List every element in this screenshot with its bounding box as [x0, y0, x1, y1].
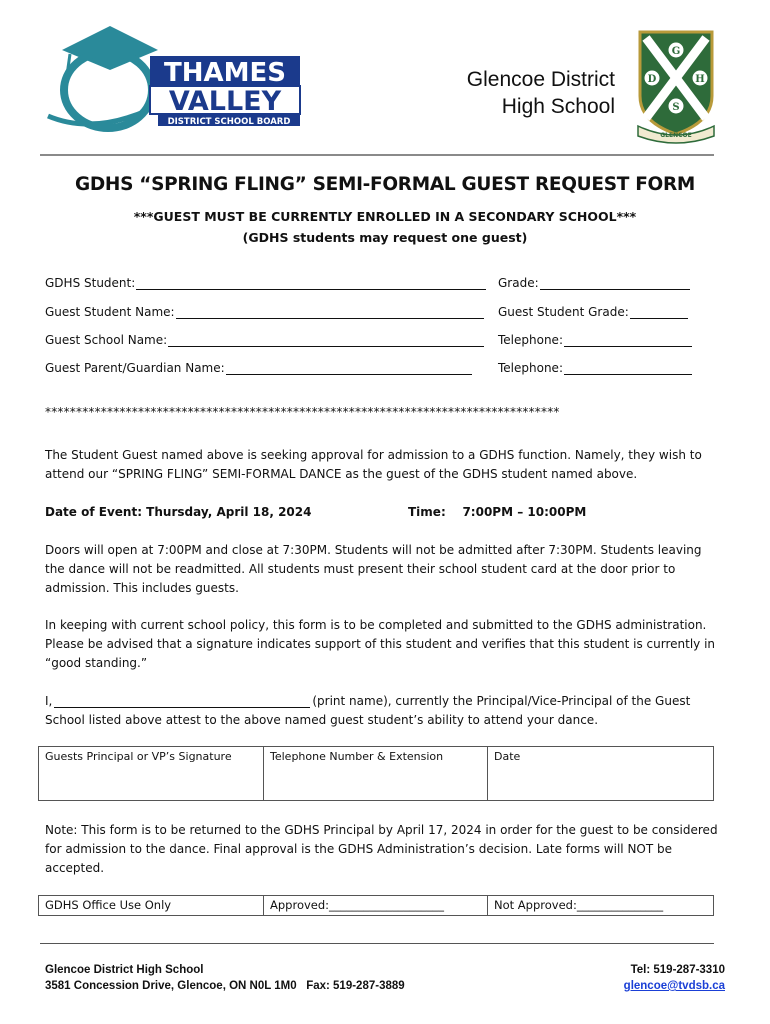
gdhs-student-field — [45, 276, 486, 290]
eligibility-notice: ***GUEST MUST BE CURRENTLY ENROLLED IN A SECONDARY SCHOOL*** — [133, 209, 637, 224]
crest-banner-text: GLENCOE — [660, 132, 692, 139]
crest-letter-g: G — [671, 46, 681, 57]
gdhs-student-label: GDHS Student: — [45, 276, 136, 290]
telephone-extension-label: Telephone Number & Extension — [270, 750, 444, 763]
event-time: Time: 7:00PM – 10:00PM — [408, 505, 587, 519]
footer-email-link[interactable]: glencoe@tvdsb.ca — [623, 980, 725, 992]
telephone-2-input[interactable] — [564, 361, 692, 375]
attestation-prefix: I, — [45, 694, 53, 708]
school-crest — [634, 26, 718, 144]
signature-row — [39, 747, 714, 801]
school-name — [420, 66, 615, 120]
crest-letter-s: S — [672, 102, 680, 113]
tvdsb-logo — [40, 20, 310, 135]
crest-letter-h: H — [695, 74, 705, 85]
return-note: Note: This form is to be returned to the GDHS Principal by April 17, 2024 in order for the guest to be considered for admission to the dance. Final approval is the GDHS Administration’s decision. Late forms will NOT be accepted. — [45, 823, 718, 875]
signature-cell[interactable] — [39, 747, 264, 801]
guest-student-name-label: Guest Student Name: — [45, 305, 175, 319]
gdhs-student-input[interactable] — [136, 276, 486, 290]
logo-text-line1: THAMES — [164, 58, 286, 88]
guest-limit-notice: (GDHS students may request one guest) — [242, 230, 528, 245]
attestation-suffix: (print name), currently the Principal/Vice-Principal of the Guest — [312, 694, 691, 708]
signature-table — [38, 746, 714, 801]
telephone-2-label: Telephone: — [498, 361, 563, 375]
letterhead — [0, 0, 770, 160]
crest-letter-d: D — [647, 74, 657, 85]
office-use-label: GDHS Office Use Only — [39, 896, 264, 916]
footer-contact-block — [560, 962, 725, 994]
office-use-table — [38, 895, 714, 916]
event-date: Date of Event: Thursday, April 18, 2024 — [45, 505, 312, 519]
guest-school-name-field — [45, 333, 484, 347]
guest-student-name-input[interactable] — [176, 305, 484, 319]
print-name-input[interactable] — [54, 694, 310, 708]
office-use-row — [39, 896, 714, 916]
signature-label: Guests Principal or VP’s Signature — [45, 750, 232, 763]
policy-paragraph: In keeping with current school policy, this form is to be completed and submitted to the GDHS administration. Please be advised that a signature indicates support of this student and verifies that this student is currently in “good standing.” — [45, 618, 716, 670]
asterisk-divider: *********************************************************************************** — [45, 405, 560, 419]
form-title: GDHS “SPRING FLING” SEMI-FORMAL GUEST REQUEST FORM — [74, 174, 696, 195]
date-label: Date — [494, 750, 521, 763]
grade-label: Grade: — [498, 276, 539, 290]
guest-parent-name-label: Guest Parent/Guardian Name: — [45, 361, 225, 375]
guest-school-name-input[interactable] — [168, 333, 484, 347]
guest-student-grade-label: Guest Student Grade: — [498, 305, 629, 319]
guest-student-name-field — [45, 305, 484, 319]
guest-parent-name-input[interactable] — [226, 361, 472, 375]
date-cell[interactable] — [488, 747, 714, 801]
logo-text-line3: DISTRICT SCHOOL BOARD — [167, 117, 291, 127]
grade-input[interactable] — [540, 276, 690, 290]
attestation-line — [45, 692, 725, 711]
grade-field — [498, 276, 690, 290]
telephone-2-field — [498, 361, 692, 375]
guest-student-grade-field — [498, 305, 688, 319]
guest-school-name-label: Guest School Name: — [45, 333, 168, 347]
telephone-extension-cell[interactable] — [264, 747, 488, 801]
footer-address-block — [45, 962, 405, 994]
school-name-line2: High School — [501, 95, 615, 118]
footer-divider — [40, 943, 714, 944]
telephone-1-input[interactable] — [564, 333, 692, 347]
doors-paragraph: Doors will open at 7:00PM and close at 7:30PM. Students will not be admitted after 7:30PM. Students leaving the dance will not be readmitted. All students must present their school student card at the door prior to admission. This includes guests. — [45, 543, 702, 595]
attestation-line-2: School listed above attest to the above named guest student’s ability to attend your dance. — [45, 713, 599, 727]
logo-text-line2: VALLEY — [168, 86, 282, 117]
footer-telephone: Tel: 519-287-3310 — [630, 964, 725, 976]
telephone-1-label: Telephone: — [498, 333, 563, 347]
approval-paragraph: The Student Guest named above is seeking approval for admission to a GDHS function. Namely, they wish to attend our “SPRING FLING” SEMI-FORMAL DANCE as the guest of the GDHS student named above. — [45, 448, 702, 481]
guest-student-grade-input[interactable] — [630, 305, 688, 319]
school-name-line1: Glencoe District — [466, 68, 615, 91]
approved-field[interactable]: Approved:____________________ — [264, 896, 488, 916]
footer-address: 3581 Concession Drive, Glencoe, ON N0L 1M0 Fax: 519-287-3889 — [45, 980, 405, 992]
not-approved-field[interactable]: Not Approved:_______________ — [488, 896, 714, 916]
footer-school-name: Glencoe District High School — [45, 964, 204, 976]
telephone-1-field — [498, 333, 692, 347]
header-divider — [40, 154, 714, 156]
guest-parent-name-field — [45, 361, 472, 375]
